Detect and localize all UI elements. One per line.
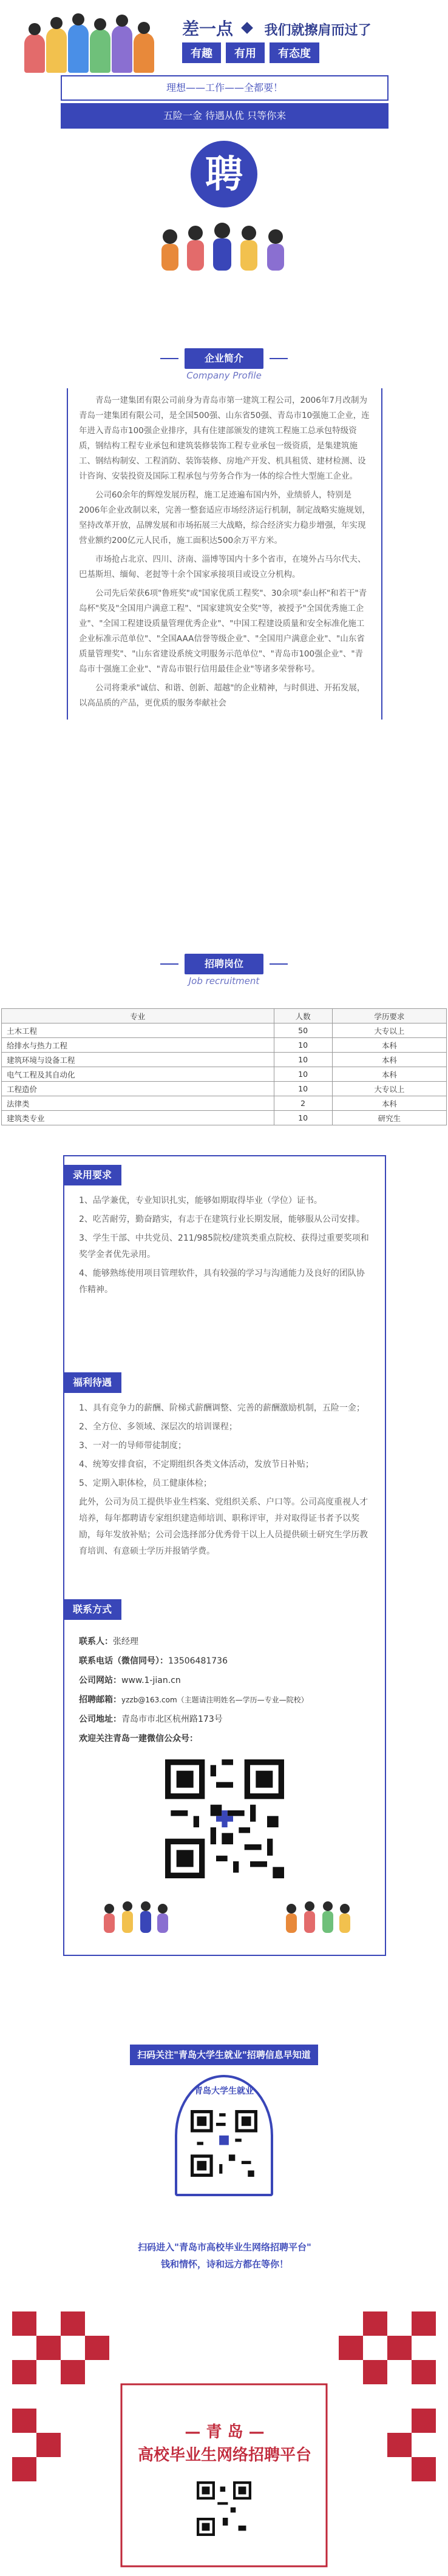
scan-line-1: 扫码进入"青岛市高校毕业生网络招聘平台"	[138, 2242, 311, 2253]
decor-people-right	[279, 1899, 352, 1935]
table-row	[2, 1111, 447, 1125]
banner-ideal: 理想——工作——全都要！	[61, 75, 389, 101]
slogan	[182, 16, 372, 40]
cell-major: 建筑类专业	[2, 1111, 274, 1125]
cell-count: 10	[274, 1038, 332, 1053]
diamond-icon	[241, 22, 253, 34]
people-illustration	[24, 12, 158, 73]
jobs-title: 招聘岗位	[185, 954, 263, 974]
tag-row	[182, 42, 319, 63]
benefits-title: 福利待遇	[63, 1372, 121, 1393]
cell-degree: 本科	[332, 1096, 446, 1111]
scan-line-2: 钱和情怀，诗和远方都在等你！	[160, 2259, 288, 2270]
cell-count: 10	[274, 1111, 332, 1125]
intro-subtitle: Company Profile	[186, 370, 262, 381]
contact-person: 张经理	[113, 1637, 138, 1647]
hiring-badge: 聘	[191, 141, 257, 207]
wechat-qr-code[interactable]	[191, 2110, 257, 2177]
platform-name: 高校毕业生网络招聘平台	[137, 2446, 311, 2464]
cell-major: 法律类	[2, 1096, 274, 1111]
cell-degree: 本科	[332, 1067, 446, 1082]
table-row	[2, 1023, 447, 1038]
platform-city: — 青 岛 —	[185, 2423, 265, 2441]
team-illustration	[152, 218, 297, 273]
list-item: 2、全方位、多领域、深层次的培训课程；	[79, 1422, 237, 1432]
col-count: 人数	[274, 1009, 332, 1023]
col-major: 专业	[2, 1009, 274, 1023]
col-degree: 学历要求	[332, 1009, 446, 1023]
requirements-list	[79, 1193, 370, 1301]
cell-count: 50	[274, 1023, 332, 1038]
cell-degree: 研究生	[332, 1111, 446, 1125]
cell-major: 土木工程	[2, 1023, 274, 1038]
contact-phone[interactable]: 13506481736	[168, 1656, 228, 1666]
intro-paragraph: 公司先后荣获6项"鲁班奖"或"国家优质工程奖"、30余项"泰山杯"和若干"青岛杯"奖及"全国用户满意工程"、"国家建筑安全奖"等，被授予"全国优秀施工企业"、"全国工程建设质量管理优秀企业"、"中国工程建设质量和安全标准化施工企业标准示范单位"、"全国AAA信誉等级企业"、"全国用户满意企业"、"山东省质量管理奖"、"山东省建设系统文明服务示范单位"、"青岛市100强企业"、"青岛市十强施工企业"、"青岛市银行信用最佳企业"等诸多荣誉称号。	[79, 588, 367, 674]
follow-banner: 扫码关注"青岛大学生就业"招聘信息早知道	[130, 2045, 318, 2065]
cell-degree: 本科	[332, 1053, 446, 1067]
contact-address: 青岛市市北区杭州路173号	[121, 1715, 223, 1724]
table-row	[2, 1038, 447, 1053]
contact-label: 公司地址：	[79, 1715, 121, 1724]
decor-people-left	[97, 1899, 170, 1935]
list-item: 4、能够熟练使用项目管理软件，具有较强的学习与沟通能力及良好的团队协作精神。	[79, 1269, 365, 1295]
intro-paragraph: 公司将秉承"诚信、和谐、创新、超越"的企业精神，与时俱进、开拓发展，以高品质的产品，更优质的服务奉献社会	[79, 683, 365, 708]
tag-fun: 有趣	[182, 42, 221, 63]
table-row	[2, 1096, 447, 1111]
contact-title: 联系方式	[63, 1599, 121, 1620]
jobs-table	[1, 1008, 447, 1125]
list-item: 2、吃苦耐劳，勤奋踏实，有志于在建筑行业长期发展，能够服从公司安排。	[79, 1215, 365, 1224]
cell-major: 建筑环境与设备工程	[2, 1053, 274, 1067]
list-item: 1、具有竞争力的薪酬、阶梯式薪酬调整、完善的薪酬激励机制，五险一金；	[79, 1403, 365, 1413]
contact-label: 联系电话（微信同号）：	[79, 1656, 168, 1666]
list-item: 4、统筹安排食宿，不定期组织各类文体活动，发放节日补贴；	[79, 1460, 314, 1469]
scan-instructions	[85, 2239, 364, 2273]
cell-major: 工程造价	[2, 1082, 274, 1096]
requirements-title: 录用要求	[63, 1165, 121, 1185]
contact-email[interactable]: yzzb@163.com（主题请注明姓名—学历—专业—院校）	[121, 1696, 308, 1704]
qr-card-label: 青岛大学生就业	[194, 2086, 254, 2096]
list-item: 此外，公司为员工提供毕业生档案、党组织关系、户口等。公司高度重视人才培养，每年都聘请专家组织建造师培训、职称评审，并对取得证书者予以奖励，每年发放补贴；公司会选择部分优秀骨干以上人员提供硕士研究生学历教育培训、有意硕士学历并报销学费。	[79, 1497, 368, 1556]
contact-info	[79, 1632, 370, 1748]
intro-paragraph: 市场抢占北京、四川、济南、淄博等国内十多个省市，在境外占马尔代夫、巴基斯坦、缅甸、老挝等十余个国家承接项目或设立分机构。	[79, 555, 366, 579]
contact-label: 联系人：	[79, 1637, 113, 1647]
cell-degree: 大专以上	[332, 1023, 446, 1038]
cell-count: 2	[274, 1096, 332, 1111]
slogan-big: 差一点	[182, 19, 234, 39]
table-row	[2, 1082, 447, 1096]
jobs-subtitle: Job recruitment	[188, 976, 260, 986]
tag-attitude: 有态度	[270, 42, 319, 63]
list-item: 1、品学兼优，专业知识扎实，能够如期取得毕业（学位）证书。	[79, 1196, 322, 1205]
intro-text-box	[67, 388, 382, 720]
cell-major: 给排水与热力工程	[2, 1038, 274, 1053]
cell-major: 电气工程及其自动化	[2, 1067, 274, 1082]
intro-title: 企业简介	[185, 348, 263, 369]
list-item: 3、学生干部、中共党员、211/985院校/建筑类重点院校、获得过重要奖项和奖学金者优先录用。	[79, 1233, 369, 1259]
list-item: 3、一对一的导师带徒制度；	[79, 1441, 186, 1451]
table-row	[2, 1053, 447, 1067]
cell-degree: 大专以上	[332, 1082, 446, 1096]
intro-paragraph: 公司60余年的辉煌发展历程，施工足迹遍布国内外，业绩骄人，特别是2006年企业改制以来，完善一整套适应市场经济运行机制，制定战略实施规划，坚持改革开放，品牌发展和市场拓展三大战略，综合经济实力稳步增强，年实现营业额约200亿元人民币，施工面积达500余万平方米。	[79, 490, 370, 545]
header	[0, 0, 448, 158]
cell-degree: 本科	[332, 1038, 446, 1053]
platform-qr-code[interactable]	[197, 2481, 251, 2536]
cell-count: 10	[274, 1053, 332, 1067]
contact-website[interactable]: www.1-jian.cn	[121, 1676, 181, 1685]
benefits-list	[79, 1400, 370, 1562]
company-qr-code[interactable]	[165, 1759, 284, 1878]
banner-benefits: 五险一金 待遇从优 只等你来	[61, 103, 389, 129]
tag-useful: 有用	[226, 42, 265, 63]
table-row	[2, 1067, 447, 1082]
contact-label: 欢迎关注青岛一建微信公众号：	[79, 1734, 198, 1744]
intro-paragraph: 青岛一建集团有限公司前身为青岛市第一建筑工程公司，2006年7月改制为青岛一建集团有限公司，是全国500强、山东省50强、青岛市10强施工企业，连年进入青岛市100强企业排序，具有住建部颁发的建筑工程施工总承包特级资质，钢结构工程专业承包和建筑装修装饰工程专业承包一级资质，是集建筑施工、钢结构制安、工程消防、装饰装修、房地产开发、机具租赁、建材检测、设计咨询、安装投资及国际工程承包与劳务合作为一体的综合性大型施工企业。	[79, 396, 370, 481]
contact-label: 公司网站：	[79, 1676, 121, 1685]
cell-count: 10	[274, 1067, 332, 1082]
cell-count: 10	[274, 1082, 332, 1096]
platform-title	[97, 2421, 352, 2467]
contact-label: 招聘邮箱：	[79, 1695, 121, 1705]
list-item: 5、定期入职体检，员工健康体检；	[79, 1479, 212, 1488]
slogan-rest: 我们就擦肩而过了	[264, 23, 372, 38]
